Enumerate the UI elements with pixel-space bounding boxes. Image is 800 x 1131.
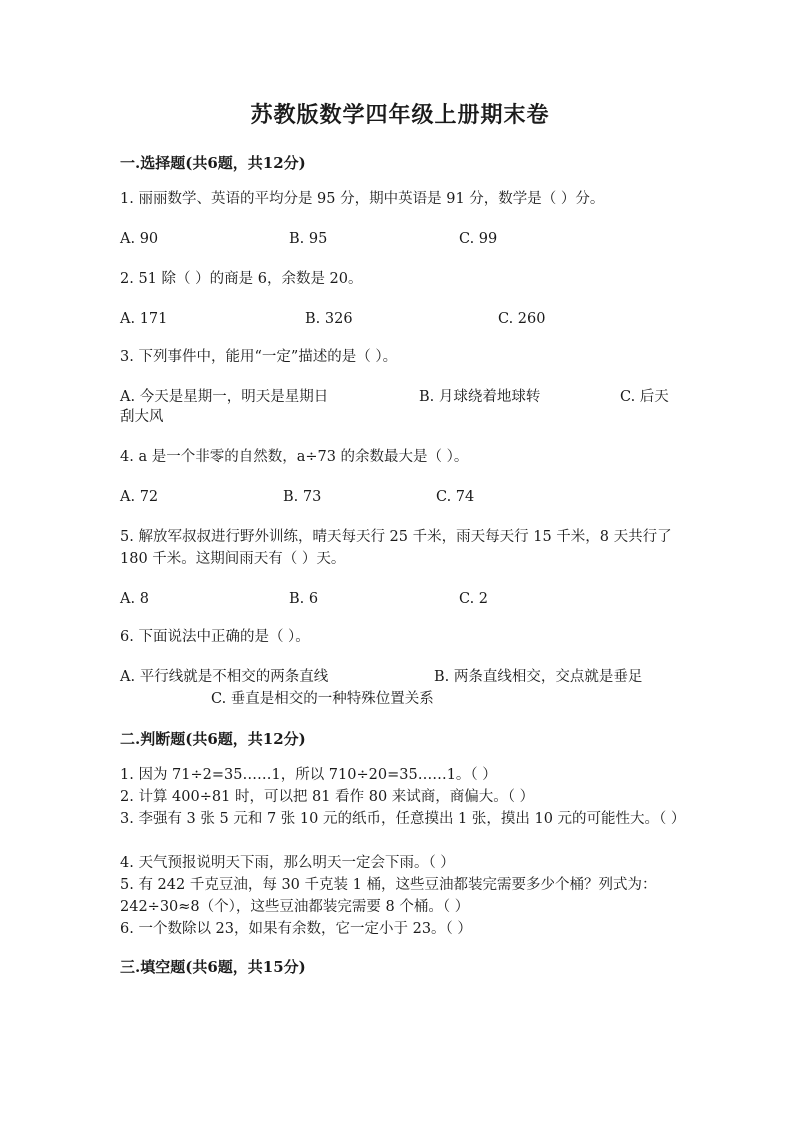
q6-option-c: C. 垂直是相交的一种特殊位置关系 xyxy=(211,691,434,707)
q5-option-a: A. 8 xyxy=(120,591,149,607)
q2-option-c: C. 260 xyxy=(498,311,546,327)
judge-item-6: 6. 一个数除以 23，如果有余数，它一定小于 23。（ ） xyxy=(120,921,472,937)
q2-option-b: B. 326 xyxy=(305,311,353,327)
section-heading-judge: 二.判断题(共6题，共12分) xyxy=(120,730,306,748)
question-6: 6. 下面说法中正确的是（ ）。 xyxy=(120,629,310,645)
question-3: 3. 下列事件中，能用“一定”描述的是（ ）。 xyxy=(120,349,398,365)
q1-option-a: A. 90 xyxy=(120,231,159,247)
judge-item-5: 5. 有 242 千克豆油，每 30 千克装 1 桶，这些豆油都装完需要多少个桶？列式为：242÷30≈8（个），这些豆油都装完需要 8 个桶。（ ） xyxy=(120,877,657,915)
question-5: 5. 解放军叔叔进行野外训练，晴天每天行 25 千米，雨天每天行 15 千米，8 天共行了 180 千米。这期间雨天有（ ）天。 xyxy=(120,529,672,567)
question-4: 4. a 是一个非零的自然数，a÷73 的余数最大是（ ）。 xyxy=(120,449,469,465)
q3-option-b: B. 月球绕着地球转 xyxy=(419,389,541,405)
q5-option-c: C. 2 xyxy=(459,591,489,607)
judge-item-2: 2. 计算 400÷81 时，可以把 81 看作 80 来试商，商偏大。（ ） xyxy=(120,789,535,805)
judge-item-3: 3. 李强有 3 张 5 元和 7 张 10 元的纸币，任意摸出 1 张，摸出 10 元的可能性大。（ ） xyxy=(120,811,686,827)
judge-item-4: 4. 天气预报说明天下雨，那么明天一定会下雨。（ ） xyxy=(120,855,455,871)
judge-item-1: 1. 因为 71÷2=35……1，所以 710÷20=35……1。（ ） xyxy=(120,767,497,783)
q3-option-c-continued: 刮大风 xyxy=(120,409,164,425)
question-2: 2. 51 除（ ）的商是 6，余数是 20。 xyxy=(120,271,363,287)
section-heading-choice: 一.选择题(共6题，共12分) xyxy=(120,154,306,172)
q1-option-b: B. 95 xyxy=(289,231,328,247)
section-heading-fill: 三.填空题(共6题，共15分) xyxy=(120,958,306,976)
q3-option-a: A. 今天是星期一，明天是星期日 xyxy=(120,389,329,405)
page-title: 苏教版数学四年级上册期末卷 xyxy=(250,102,550,128)
q6-option-a: A. 平行线就是不相交的两条直线 xyxy=(120,669,329,685)
q3-option-c: C. 后天 xyxy=(620,389,669,405)
q4-option-a: A. 72 xyxy=(120,489,159,505)
q1-option-c: C. 99 xyxy=(459,231,498,247)
q5-option-b: B. 6 xyxy=(289,591,319,607)
question-1: 1. 丽丽数学、英语的平均分是 95 分，期中英语是 91 分，数学是（ ）分。 xyxy=(120,191,605,207)
q6-option-b: B. 两条直线相交，交点就是垂足 xyxy=(434,669,643,685)
q4-option-b: B. 73 xyxy=(283,489,322,505)
q2-option-a: A. 171 xyxy=(120,311,168,327)
q4-option-c: C. 74 xyxy=(436,489,475,505)
